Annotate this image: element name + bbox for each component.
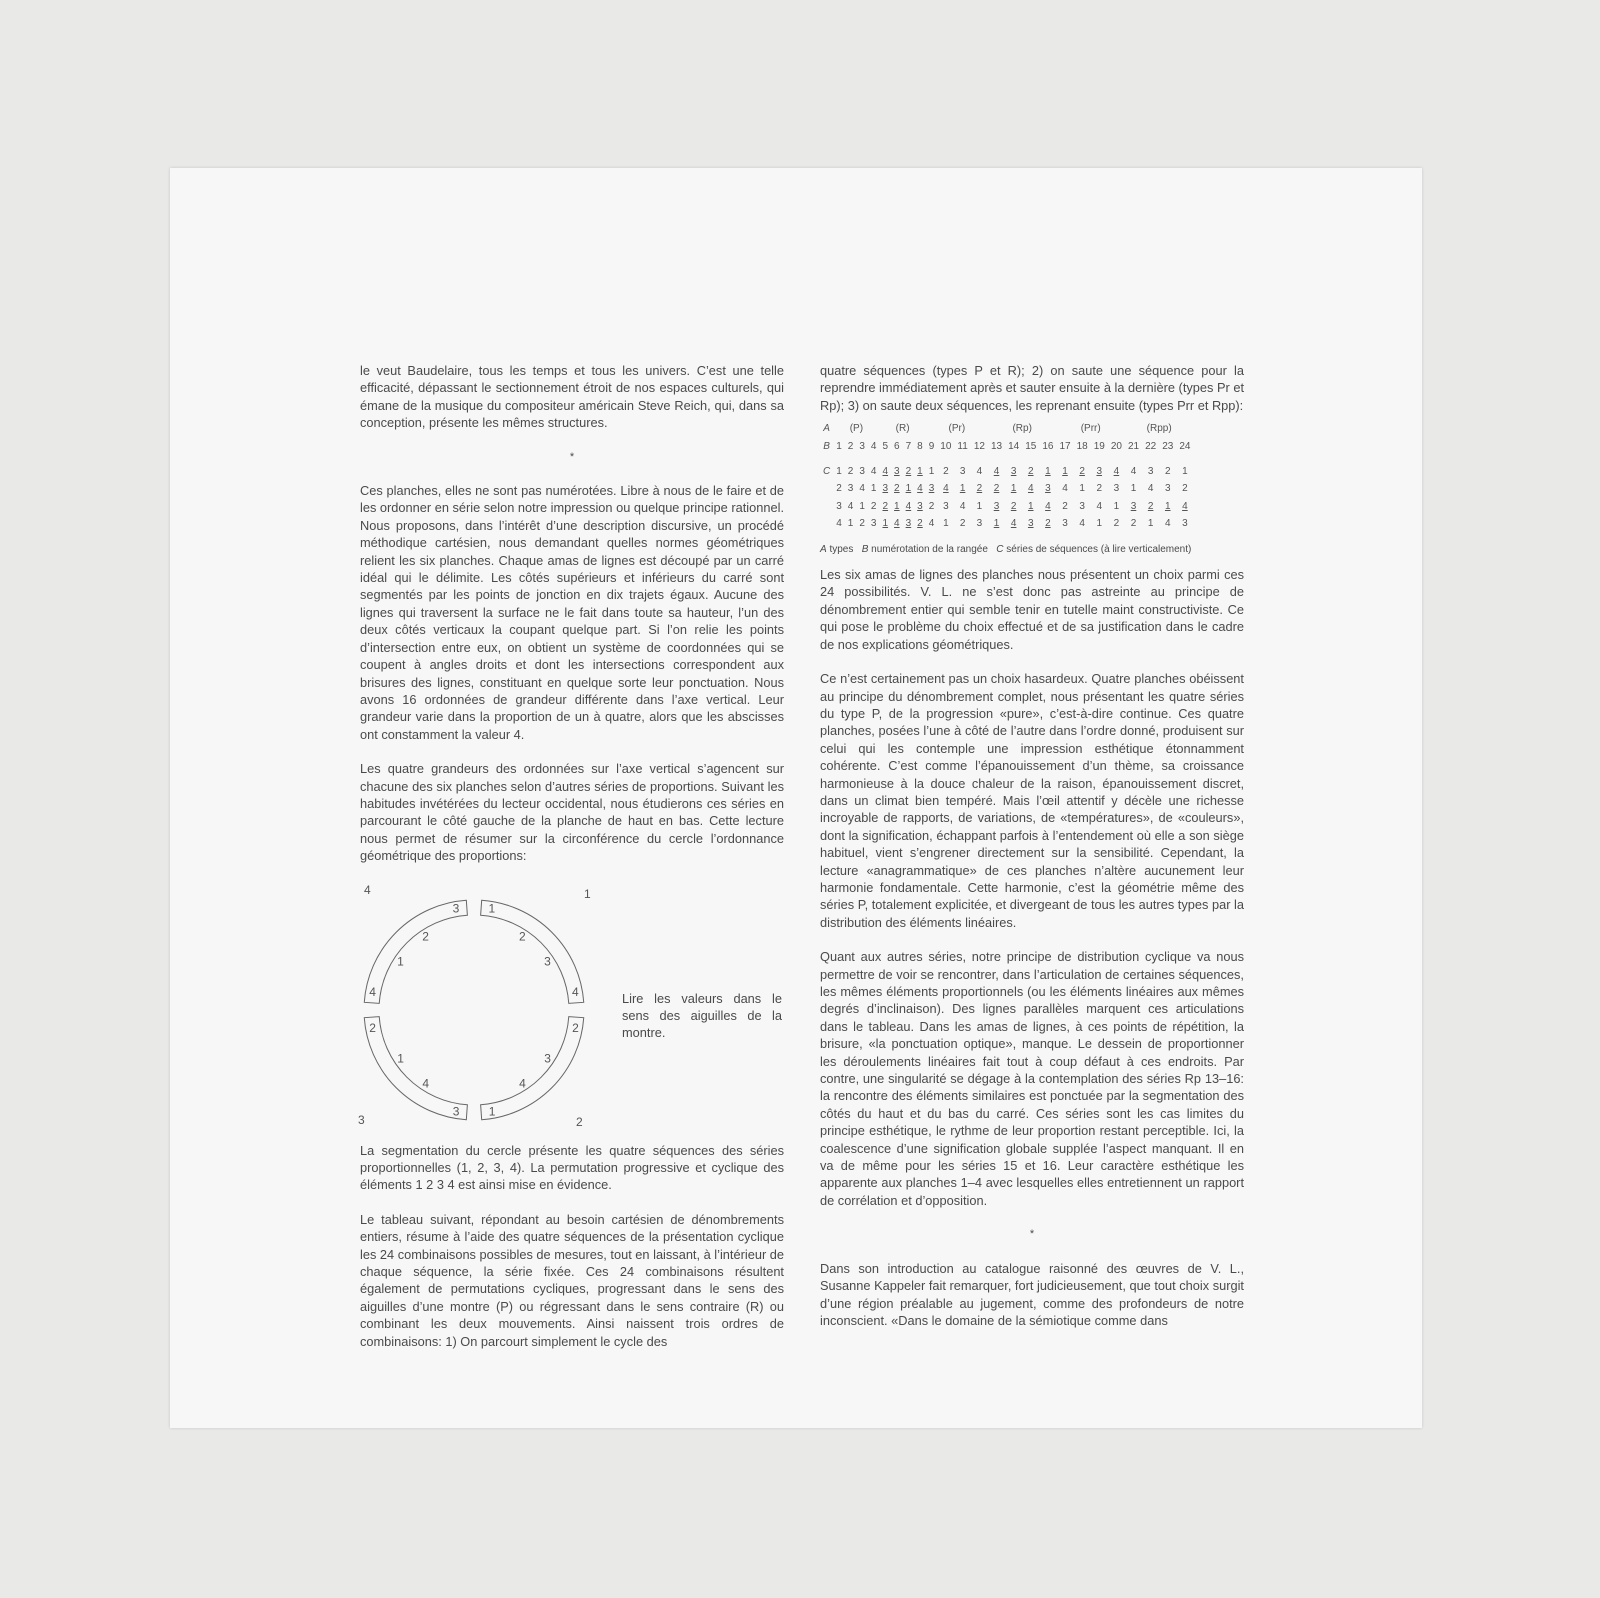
circle-diagram: [360, 882, 784, 1132]
segment-label: 1: [488, 901, 496, 916]
legend-text-c: séries de séquences (à lire verticalement): [1006, 543, 1192, 555]
type-label: (Pr): [948, 423, 966, 435]
series-value: 4: [1062, 483, 1068, 495]
sequence-number: 22: [1145, 440, 1157, 452]
series-value: 1: [905, 483, 912, 495]
section-separator: *: [569, 450, 575, 463]
series-value: 3: [1147, 466, 1154, 478]
series-value: 1: [1079, 483, 1085, 495]
sequence-number: 21: [1127, 440, 1140, 452]
segment-label: 1: [488, 1103, 496, 1118]
series-value: 3: [943, 500, 949, 512]
sequence-number: 17: [1059, 440, 1071, 452]
series-value: 2: [882, 500, 889, 512]
series-value: 1: [1164, 500, 1171, 512]
series-value: 2: [870, 500, 877, 512]
sequence-number: 20: [1110, 440, 1122, 452]
segment-label: 1: [397, 954, 404, 969]
paragraph: Ce n’est certainement pas un choix hasardeux. Quatre planches obéissent au principe du dénombrement complet, nous présentant les quatre séries du type P, de la progression «pure», c’est-à-dire continue. Ces quatre planches, posées l’une à côté de l’autre dans l’ordre donné, produisent sur celui qui les contemple une impression esthétique étonnamment cohérente. C’est comme l’épanouissement d’un thème, sa croissance harmonieuse à la douce chaleur de la raison, épanouissement discret, dans un climat bien tempéré. Mais l’œil attentif y décèle une richesse incroyable de rapports, de variations, de «températures», de «couleurs», dont la signification, échappant parfois à l’entendement où elle a son siège habituel, vient s’engrener directement sur la sensibilité. Cependant, la lecture «anagrammatique» de ces planches n’altère aucunement leur harmonie fondamentale. Cette harmonie, c’est la géométrie même des séries P, totalement explicitée, et divergeant de tous les autres types par la distribution des éléments linéaires.: [820, 671, 1244, 930]
series-value: 4: [894, 518, 900, 530]
series-value: 3: [882, 483, 889, 495]
series-value: 2: [917, 518, 923, 530]
sequence-number: 19: [1093, 440, 1105, 452]
series-value: 3: [1096, 466, 1103, 478]
series-value: 3: [993, 500, 1000, 512]
series-value: 1: [1130, 483, 1137, 495]
series-value: 1: [959, 483, 966, 495]
series-value: 2: [905, 466, 912, 478]
sequence-number: 5: [882, 440, 889, 452]
segment-label: 1: [397, 1051, 404, 1066]
series-value: 2: [943, 466, 949, 478]
series-value: 3: [836, 500, 842, 512]
type-label: (R): [895, 423, 910, 435]
row-label: [820, 515, 833, 532]
series-value: 4: [1113, 466, 1120, 478]
type-label: (P): [849, 423, 864, 435]
series-value: 4: [928, 518, 935, 530]
sequence-number: 1: [836, 440, 842, 452]
sequence-number: 18: [1076, 440, 1088, 452]
series-value: 4: [836, 518, 842, 530]
series-value: 2: [1130, 518, 1137, 530]
series-value: 4: [847, 500, 854, 512]
segment-label: 4: [519, 1076, 526, 1091]
series-value: 4: [1164, 518, 1171, 530]
series-value: 1: [1062, 466, 1068, 478]
series-value: 1: [859, 500, 865, 512]
series-value: 3: [1010, 466, 1017, 478]
series-value: 2: [1062, 500, 1068, 512]
series-value: 3: [976, 518, 983, 530]
series-value: 2: [928, 500, 935, 512]
series-value: 2: [1164, 466, 1171, 478]
type-label: (Rpp): [1146, 423, 1172, 435]
combination-table: [820, 420, 1193, 532]
document-page: [170, 168, 1422, 1428]
sequence-number: 12: [973, 440, 985, 452]
circle-diagram-graphic: [356, 882, 606, 1132]
series-value: 3: [1079, 500, 1085, 512]
section-separator: *: [1029, 1228, 1035, 1241]
series-value: 2: [1045, 518, 1051, 530]
segment-label: 2: [572, 1020, 579, 1035]
paragraph: Les six amas de lignes des planches nous présentent un choix parmi ces 24 possibilités. V. L. ne s’est donc pas astreinte au principe de dénombrement entier qui semble tenir en tutelle maint constructiviste. Ce qui pose le problème du choix effectué et de sa justification dans le cadre de nos explications géométriques.: [820, 567, 1244, 652]
series-value: 2: [1096, 483, 1103, 495]
series-value: 1: [1027, 500, 1034, 512]
circle-segment: [481, 1016, 584, 1119]
series-value: 3: [870, 518, 877, 530]
series-value: 1: [870, 483, 877, 495]
table-row-series: [820, 463, 1193, 480]
series-value: 1: [1113, 500, 1120, 512]
series-value: 2: [1079, 466, 1085, 478]
type-label: (Prr): [1080, 423, 1101, 435]
series-value: 1: [976, 500, 983, 512]
series-value: 1: [836, 466, 842, 478]
series-value: 3: [1113, 483, 1120, 495]
type-label: (Rp): [1012, 423, 1032, 435]
series-value: 3: [959, 466, 966, 478]
row-label: A: [823, 423, 830, 435]
legend-key-b: B: [861, 543, 869, 555]
series-value: 2: [859, 518, 865, 530]
series-value: 1: [917, 466, 923, 478]
sequence-number: 9: [928, 440, 935, 452]
series-value: 4: [1130, 466, 1137, 478]
series-value: 2: [1113, 518, 1120, 530]
row-label: [820, 480, 833, 497]
spacer-cell: [820, 455, 1193, 463]
series-value: 2: [1182, 483, 1188, 495]
segment-label: 3: [544, 1050, 551, 1065]
sequence-number: 8: [917, 440, 923, 452]
series-value: 1: [847, 518, 854, 530]
series-value: 1: [928, 466, 935, 478]
series-value: 2: [959, 518, 966, 530]
paragraph: Ces planches, elles ne sont pas numérotées. Libre à nous de le faire et de les ordonner en série selon notre impression ou quelque principe rationnel. Nous proposons, dans l’intérêt d’une description discursive, un procédé méthodique cartésien, nous demandant quelles normes géométriques relient les six planches. Chaque amas de lignes est découpé par un carré idéal qui le délimite. Les côtés supérieurs et inférieurs du carré sont segmentés par les points de jonction en dix trajets égaux. Aucune des lignes qui traversent la surface ne le fait dans toute sa hauteur, l’un des deux côtés verticaux la coupant quelque part. Si l’on relie les points d’intersection entre eux, on obtient un système de coordonnées qui se coupent à angles droits et dont les intersections correspondent aux brisures des lignes, constituant en quelque sorte leur ponctuation. Nous avons 16 ordonnées de grandeur différente dans l’axe vertical. Leur grandeur varie dans la proportion de un à quatre, alors que les abscisses ont constamment la valeur 4.: [360, 483, 784, 742]
sequence-number: 10: [940, 440, 952, 452]
series-value: 4: [917, 483, 923, 495]
sequence-number: 16: [1042, 440, 1054, 452]
row-label: B: [823, 440, 830, 452]
table-legend: [820, 541, 1244, 558]
series-value: 4: [943, 483, 949, 495]
paragraph: quatre séquences (types P et R); 2) on saute une séquence pour la reprendre immédiatement après et sauter ensuite à la dernière (types Pr et Rp); 3) on saute deux séquences, les reprenant ensuite (types Prr et Rpp):: [820, 363, 1244, 413]
legend-key-c: C: [996, 543, 1004, 555]
series-value: 4: [1045, 500, 1051, 512]
series-value: 4: [976, 466, 983, 478]
series-value: 3: [905, 518, 912, 530]
table-row-series: [820, 480, 1193, 497]
segment-label: 2: [369, 1020, 376, 1035]
paragraph: Quant aux autres séries, notre principe de distribution cyclique va nous permettre de voir se rencontrer, dans l’articulation de certaines séquences, les mêmes éléments proportionnels (ou les éléments linéaires aux mêmes degrés d’inclinaison). Des lignes parallèles marquent ces articulations dans le tableau. Dans les amas de lignes, à ces points de répétition, la brisure, «la ponctuation optique», manque. Le dessein de proportionner les déroulements linéaires fait tout à coup défaut à ces endroits. Par contre, une singularité se dégage à la contemplation des séries Rp 13–16: la rencontre des éléments similaires est ponctuée par la segmentation des côtés du haut et du bas du carré. Ces séries sont les cas limites du principe esthétique, le rythme de leur proportion restant perceptible. Ici, la coalescence d’une signification globale supplée l’aspect manquant. Il en va de même pour les séries 15 et 16. Leur caractère esthétique les apparente aux planches 1–4 avec lesquelles elles entretiennent un rapport de corrélation et d’opposition.: [820, 949, 1244, 1208]
sequence-number: 23: [1162, 440, 1174, 452]
legend-text-b: numérotation de la rangée: [871, 543, 988, 555]
sequence-number: 6: [894, 440, 900, 452]
series-value: 4: [1079, 518, 1085, 530]
series-value: 3: [894, 466, 900, 478]
segment-label: 4: [422, 1076, 430, 1091]
series-value: 3: [847, 483, 854, 495]
series-value: 2: [1010, 500, 1017, 512]
series-value: 2: [1147, 500, 1154, 512]
series-value: 4: [1147, 483, 1154, 495]
corner-label: 2: [576, 1114, 583, 1129]
corner-label: 3: [358, 1112, 365, 1127]
series-value: 3: [859, 466, 865, 478]
series-value: 4: [859, 483, 865, 495]
table-row-series: [820, 515, 1193, 532]
sequence-number: 24: [1179, 440, 1191, 452]
series-value: 3: [1027, 518, 1034, 530]
paragraph: le veut Baudelaire, tous les temps et tous les univers. C’est une telle efficacité, dépassant le sectionnement étroit de nos espaces culturels, qui émane de la musique du compositeur américain Steve Reich, qui, dans sa conception, présente les mêmes structures.: [360, 363, 784, 431]
paragraph: La segmentation du cercle présente les quatre séquences des séries proportionnelles (1, 2, 3, 4). La permutation progressive et cyclique des éléments 1 2 3 4 est ainsi mise en évidence.: [360, 1142, 784, 1193]
left-column: [360, 362, 784, 1367]
sequence-number: 2: [847, 440, 854, 452]
series-value: 3: [928, 483, 935, 495]
diagram-note: Lire les valeurs dans le sens des aiguilles de la montre.: [622, 990, 782, 1041]
series-value: 2: [836, 483, 842, 495]
table-row-numbers: [820, 438, 1193, 455]
series-value: 2: [894, 483, 900, 495]
segment-label: 3: [544, 954, 551, 969]
corner-label: 4: [364, 882, 371, 897]
series-value: 2: [847, 466, 854, 478]
series-value: 2: [1027, 466, 1034, 478]
row-label: [820, 498, 833, 515]
table-spacer: [820, 455, 1193, 463]
series-value: 1: [1010, 483, 1017, 495]
segment-label: 2: [518, 929, 526, 944]
series-value: 4: [1096, 500, 1103, 512]
sequence-number: 14: [1008, 440, 1020, 452]
series-value: 4: [905, 500, 912, 512]
series-value: 2: [976, 483, 983, 495]
circle-segment: [364, 900, 467, 1003]
series-value: 1: [1096, 518, 1103, 530]
sequence-number: 11: [957, 440, 968, 452]
series-value: 1: [1147, 518, 1154, 530]
series-value: 1: [894, 500, 900, 512]
segment-label: 4: [369, 984, 376, 999]
series-value: 1: [1045, 466, 1051, 478]
series-value: 4: [1182, 500, 1188, 512]
sequence-number: 3: [859, 440, 865, 452]
series-value: 4: [882, 466, 889, 478]
series-value: 3: [1045, 483, 1051, 495]
table-row-types: [820, 420, 1193, 437]
series-value: 4: [993, 466, 1000, 478]
sequence-number: 13: [990, 440, 1003, 452]
legend-text-a: types: [829, 543, 854, 555]
segment-label: 2: [422, 929, 429, 944]
right-column: [820, 362, 1244, 1346]
sequence-number: 4: [870, 440, 877, 452]
series-value: 4: [1027, 483, 1034, 495]
series-value: 1: [993, 518, 1000, 530]
series-value: 2: [993, 483, 1000, 495]
legend-key-a: A: [820, 543, 827, 555]
segment-label: 3: [452, 1103, 460, 1118]
circle-segment: [481, 900, 584, 1003]
row-label: C: [823, 466, 831, 478]
series-value: 1: [882, 518, 889, 530]
sequence-number: 15: [1025, 440, 1037, 452]
series-value: 3: [1182, 518, 1188, 530]
series-value: 4: [870, 466, 877, 478]
paragraph: Le tableau suivant, répondant au besoin cartésien de dénombrements entiers, résume à l’aide des quatre séquences de la présentation cyclique les 24 combinaisons possibles de mesures, tout en laissant, à l’intérieur de chaque séquence, la série fixée. Ces 24 combinaisons résultent également de permutations cycliques, progressant dans le sens des aiguilles d’une montre (P) ou régressant dans le sens contraire (R) ou combinant les deux mouvements. Ainsi naissent trois ordres de combinaisons: 1) On parcourt simplement le cycle des: [360, 1211, 784, 1349]
series-value: 4: [959, 500, 966, 512]
series-value: 4: [1010, 518, 1017, 530]
segment-label: 3: [452, 901, 460, 916]
sequence-number: 7: [905, 440, 912, 452]
series-value: 1: [1182, 466, 1188, 478]
paragraph: Les quatre grandeurs des ordonnées sur l’axe vertical s’agencent sur chacune des six planches selon d’autres séries de proportions. Suivant les habitudes invétérées du lecteur occidental, nous étudierons ces séries en parcourant le côté gauche de la planche de haut en bas. Cette lecture nous permet de résumer sur la circonférence du cercle l’ordonnance géométrique des proportions:: [360, 761, 784, 864]
segment-label: 4: [572, 984, 579, 999]
series-value: 3: [917, 500, 923, 512]
corner-label: 1: [584, 886, 591, 901]
series-value: 1: [943, 518, 949, 530]
series-value: 3: [1164, 483, 1171, 495]
series-value: 3: [1130, 500, 1137, 512]
series-value: 3: [1062, 518, 1068, 530]
paragraph: Dans son introduction au catalogue raisonné des œuvres de V. L., Susanne Kappeler fait remarquer, fort judicieusement, que tout choix surgit d’une région préalable au jugement, comme des profondeurs de notre inconscient. «Dans le domaine de la sémiotique comme dans: [820, 1260, 1244, 1328]
table-row-series: [820, 498, 1193, 515]
